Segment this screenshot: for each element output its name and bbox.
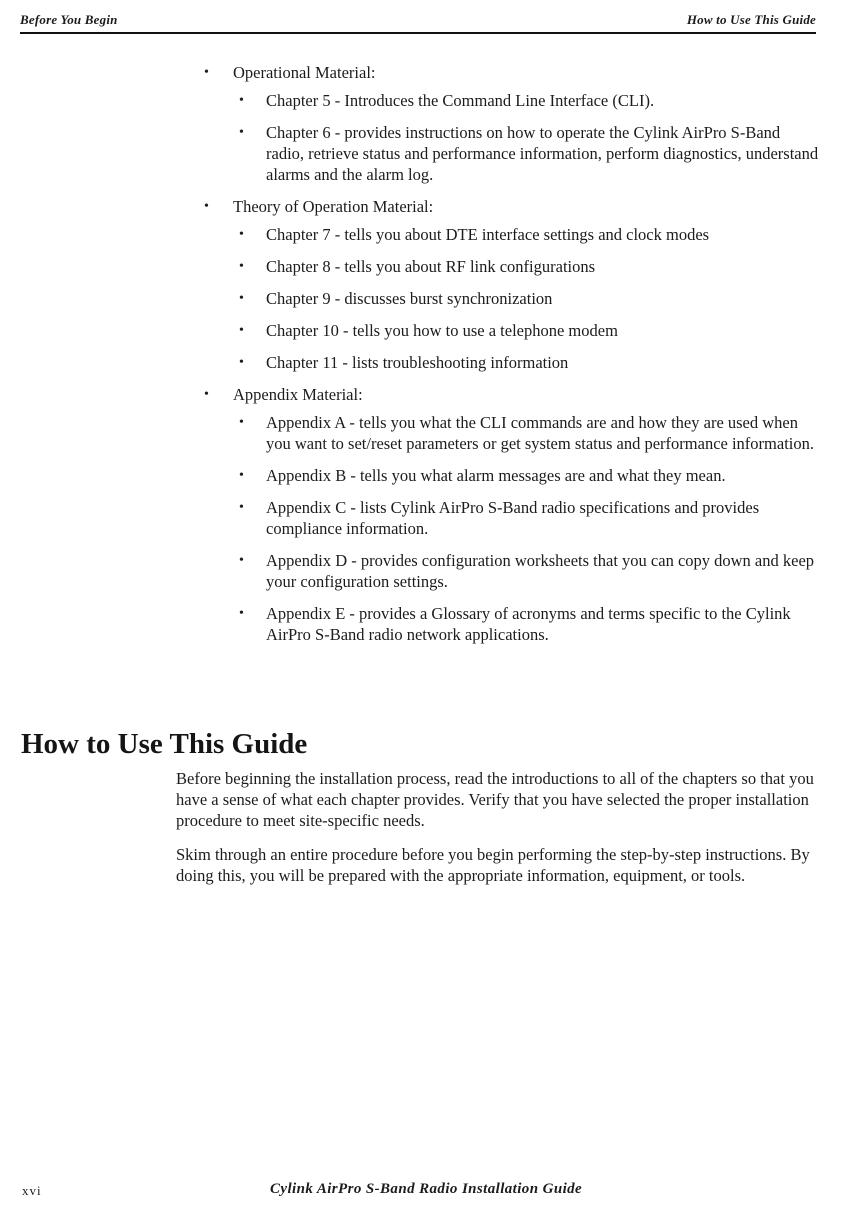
sub-list bbox=[233, 412, 820, 645]
header-section-title: How to Use This Guide bbox=[686, 12, 816, 27]
list-item bbox=[233, 224, 820, 245]
sub-list bbox=[233, 224, 820, 373]
group-label: Appendix Material: bbox=[233, 385, 363, 404]
list-item-text: Chapter 6 - provides instructions on how to operate the Cylink AirPro S-Band radio, retrieve status and performance information, perform diagnostics, understand alarms and the alarm log. bbox=[266, 123, 819, 184]
page-number: xvi bbox=[22, 1183, 42, 1198]
header-chapter-title: Before You Begin bbox=[20, 12, 118, 27]
bullet-icon: • bbox=[239, 93, 244, 108]
section-body bbox=[176, 768, 816, 899]
bullet-icon: • bbox=[204, 65, 209, 80]
footer-book-title: Cylink AirPro S-Band Radio Installation Guide bbox=[270, 1181, 583, 1197]
list-item bbox=[233, 256, 820, 277]
group-label: Operational Material: bbox=[233, 63, 376, 82]
bullet-icon: • bbox=[239, 355, 244, 370]
paragraph: Skim through an entire procedure before you begin performing the step-by-step instructions. By doing this, you will be prepared with the appropriate information, equipment, or tools. bbox=[176, 845, 810, 885]
bullet-icon: • bbox=[204, 199, 209, 214]
list-item-text: Chapter 5 - Introduces the Command Line Interface (CLI). bbox=[266, 91, 655, 110]
list-item-text: Appendix C - lists Cylink AirPro S-Band radio specifications and provides compliance information. bbox=[266, 498, 760, 538]
group-appendix-material bbox=[200, 384, 820, 645]
bullet-icon: • bbox=[239, 500, 244, 515]
list-item-text: Chapter 8 - tells you about RF link configurations bbox=[266, 257, 596, 276]
list-item bbox=[233, 497, 820, 539]
running-header bbox=[20, 10, 816, 34]
paragraph: Before beginning the installation process, read the introductions to all of the chapters so that you have a sense of what each chapter provides. Verify that you have selected the proper installation procedure to meet site-specific needs. bbox=[176, 769, 814, 830]
group-label: Theory of Operation Material: bbox=[233, 197, 434, 216]
bullet-icon: • bbox=[239, 227, 244, 242]
list-item bbox=[233, 352, 820, 373]
section-title: How to Use This Guide bbox=[21, 728, 308, 760]
list-item bbox=[233, 412, 820, 454]
sub-list bbox=[233, 90, 820, 185]
list-item bbox=[233, 603, 820, 645]
bullet-icon: • bbox=[239, 415, 244, 430]
list-item-text: Appendix E - provides a Glossary of acronyms and terms specific to the Cylink AirPro S-Band radio network applications. bbox=[266, 604, 791, 644]
list-item bbox=[233, 320, 820, 341]
list-item-text: Chapter 11 - lists troubleshooting information bbox=[266, 353, 569, 372]
list-item bbox=[233, 288, 820, 309]
list-item-text: Chapter 9 - discusses burst synchronization bbox=[266, 289, 553, 308]
list-item-text: Chapter 7 - tells you about DTE interface settings and clock modes bbox=[266, 225, 710, 244]
bullet-icon: • bbox=[239, 468, 244, 483]
list-item bbox=[233, 122, 820, 185]
list-item bbox=[233, 550, 820, 592]
bullet-icon: • bbox=[239, 125, 244, 140]
list-item-text: Chapter 10 - tells you how to use a telephone modem bbox=[266, 321, 618, 340]
bullet-icon: • bbox=[204, 387, 209, 402]
bullet-icon: • bbox=[239, 291, 244, 306]
chapter-overview-list bbox=[200, 62, 820, 656]
group-operational-material bbox=[200, 62, 820, 185]
bullet-icon: • bbox=[239, 606, 244, 621]
group-theory-of-operation bbox=[200, 196, 820, 373]
list-item bbox=[233, 465, 820, 486]
list-item bbox=[233, 90, 820, 111]
bullet-icon: • bbox=[239, 323, 244, 338]
bullet-icon: • bbox=[239, 553, 244, 568]
bullet-icon: • bbox=[239, 259, 244, 274]
list-item-text: Appendix D - provides configuration worksheets that you can copy down and keep your configuration settings. bbox=[266, 551, 815, 591]
list-item-text: Appendix A - tells you what the CLI commands are and how they are used when you want to set/reset parameters or get system status and performance information. bbox=[266, 413, 814, 453]
list-item-text: Appendix B - tells you what alarm messages are and what they mean. bbox=[266, 466, 726, 485]
